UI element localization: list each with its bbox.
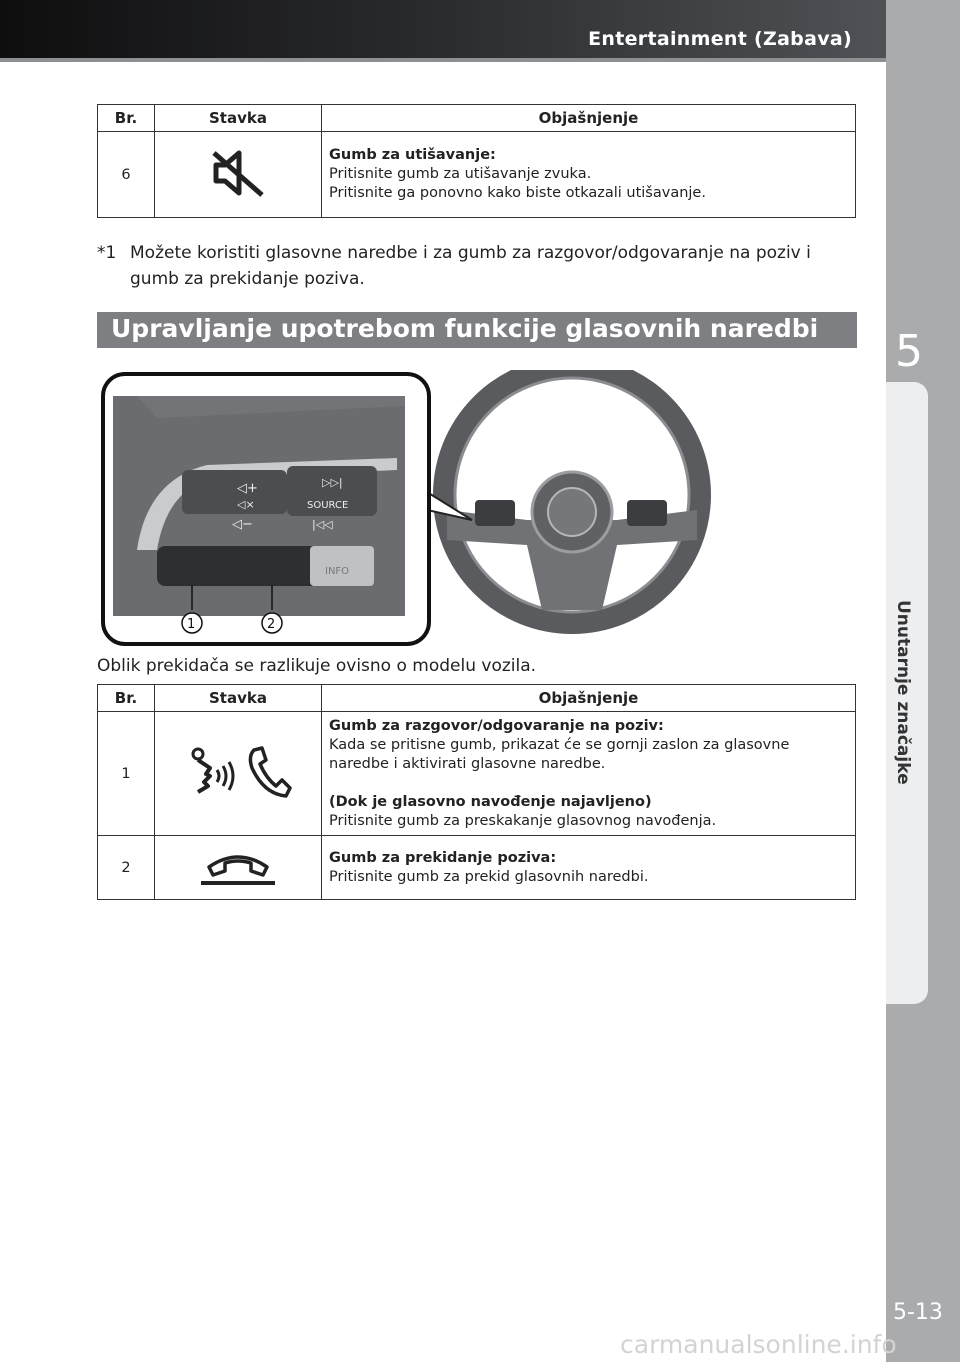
source-label: SOURCE <box>307 500 349 511</box>
row-title: Gumb za prekidanje poziva: <box>329 849 557 866</box>
row-line: Pritisnite gumb za utišavanje zvuka. <box>329 166 592 182</box>
vol-up-label: ◁+ <box>237 481 258 496</box>
row-title: Gumb za utišavanje: <box>329 147 496 163</box>
row-title: Gumb za razgovor/odgovaranje na poziv: <box>329 717 664 734</box>
row-line: Pritisnite gumb za prekid glasovnih naredbi. <box>329 868 649 885</box>
row-item <box>155 836 322 900</box>
column-header-desc: Objašnjenje <box>322 685 856 712</box>
row-description <box>322 132 856 218</box>
mute-label: ◁× <box>237 498 255 511</box>
phone-hangup-icon <box>197 843 279 889</box>
watermark-text: carmanualsonline.info <box>620 1330 897 1359</box>
table-header-row <box>98 105 856 132</box>
voice-command-icon <box>184 744 240 800</box>
column-header-item: Stavka <box>155 105 322 132</box>
column-header-desc: Objašnjenje <box>322 105 856 132</box>
column-header-no: Br. <box>98 105 155 132</box>
vol-down-label: ◁− <box>232 517 253 532</box>
row-number: 2 <box>98 836 155 900</box>
figure-caption: Oblik prekidača se razlikuje ovisno o modelu vozila. <box>97 656 537 676</box>
row-line: naredbe i aktivirati glasovne naredbe. <box>329 755 606 772</box>
column-header-no: Br. <box>98 685 155 712</box>
steering-wheel-figure <box>97 370 717 650</box>
next-label: ▷▷| <box>322 476 343 489</box>
row-number: 1 <box>98 712 155 836</box>
header-strip <box>0 58 886 62</box>
phone-answer-icon <box>244 744 292 800</box>
row-line: Kada se pritisne gumb, prikazat će se gornji zaslon za glasovne <box>329 736 790 753</box>
callout-1: 1 <box>187 617 196 632</box>
column-header-item: Stavka <box>155 685 322 712</box>
table-row <box>98 132 856 218</box>
row-item <box>155 712 322 836</box>
info-label: INFO <box>325 566 350 577</box>
row-item <box>155 132 322 218</box>
table-row <box>98 712 856 836</box>
row-line: Pritisnite gumb za preskakanje glasovnog navođenja. <box>329 812 717 829</box>
table-header-row <box>98 685 856 712</box>
mute-icon <box>206 145 270 201</box>
voice-command-controls-table <box>97 684 856 900</box>
controls-table-continued <box>97 104 856 218</box>
table-row <box>98 836 856 900</box>
row-description <box>322 836 856 900</box>
row-line: Pritisnite ga ponovno kako biste otkazali utišavanje. <box>329 185 706 201</box>
steering-wheel <box>444 370 700 623</box>
section-heading-bar <box>97 312 857 348</box>
header-title: Entertainment (Zabava) <box>588 28 852 50</box>
zoom-inset <box>103 374 429 644</box>
prev-label: |◁◁ <box>312 518 333 531</box>
footnote-mark: *1 <box>97 243 117 263</box>
section-title: Upravljanje upotrebom funkcije glasovnih naredbi <box>111 314 819 343</box>
callout-2: 2 <box>267 617 276 632</box>
row-note: (Dok je glasovno navođenje najavljeno) <box>329 793 652 810</box>
chapter-number: 5 <box>895 326 923 377</box>
row-description <box>322 712 856 836</box>
page-number: 5-13 <box>893 1300 943 1325</box>
row-number: 6 <box>98 132 155 218</box>
footnote-text: Možete koristiti glasovne naredbe i za gumb za razgovor/odgovaranje na poziv i gumb za prekidanje poziva. <box>130 243 811 289</box>
chapter-name: Unutarnje značajke <box>893 600 913 785</box>
